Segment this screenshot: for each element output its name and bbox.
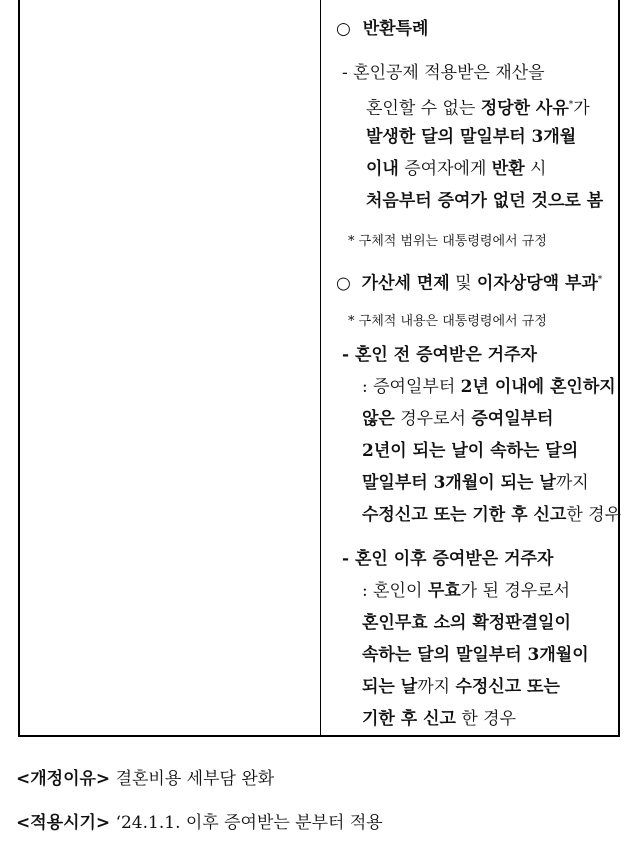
note-scope: * 구체적 범위는 대통령령에서 규정 bbox=[348, 234, 547, 249]
reason-text: 결혼비용 세부담 완화 bbox=[110, 769, 275, 789]
p1-line1: - 혼인공제 적용받은 재산을 bbox=[342, 63, 545, 83]
p2-line2: : 증여일부터 2년 이내에 혼인하지 bbox=[362, 377, 616, 397]
p2-line1: - 혼인 전 증여받은 거주자 bbox=[342, 345, 537, 365]
p2-line4: 2년이 되는 날이 속하는 달의 bbox=[362, 441, 579, 461]
p3-line4: 속하는 달의 말일부터 3개월이 bbox=[362, 645, 589, 665]
p1-line2: 혼인할 수 없는 정당한 사유*가 bbox=[366, 98, 590, 119]
reason-label: <개정이유> bbox=[16, 769, 111, 789]
note-content: * 구체적 내용은 대통령령에서 규정 bbox=[348, 314, 547, 329]
p3-line2: : 혼인이 무효가 된 경우로서 bbox=[362, 581, 571, 601]
p2-line6: 수정신고 또는 기한 후 신고한 경우 bbox=[362, 505, 621, 525]
p3-line6: 기한 후 신고 한 경우 bbox=[362, 709, 517, 729]
p2-line5: 말일부터 3개월이 되는 날까지 bbox=[362, 473, 589, 493]
p3-line3: 혼인무효 소의 확정판결일이 bbox=[362, 613, 571, 633]
p3-line1: - 혼인 이후 증여받은 거주자 bbox=[342, 549, 554, 569]
timing-label: <적용시기> bbox=[16, 813, 111, 833]
p1-line4: 이내 증여자에게 반환 시 bbox=[366, 159, 547, 179]
timing-text: ‘24.1.1. 이후 증여받는 분부터 적용 bbox=[110, 813, 383, 833]
section-heading-refund: ○ 반환특례 bbox=[336, 19, 429, 39]
section-heading-penalty: ○ 가산세 면제 및 이자상당액 부과* bbox=[336, 273, 603, 294]
p2-line3: 않은 경우로서 증여일부터 bbox=[362, 409, 554, 429]
column-divider bbox=[320, 0, 321, 735]
p1-line3: 발생한 달의 말일부터 3개월 bbox=[366, 127, 577, 147]
reason-line bbox=[16, 764, 274, 789]
timing-line bbox=[16, 808, 383, 833]
p1-line5: 처음부터 증여가 없던 것으로 봄 bbox=[366, 191, 604, 211]
p3-line5: 되는 날까지 수정신고 또는 bbox=[362, 677, 560, 697]
content-table bbox=[18, 0, 620, 737]
